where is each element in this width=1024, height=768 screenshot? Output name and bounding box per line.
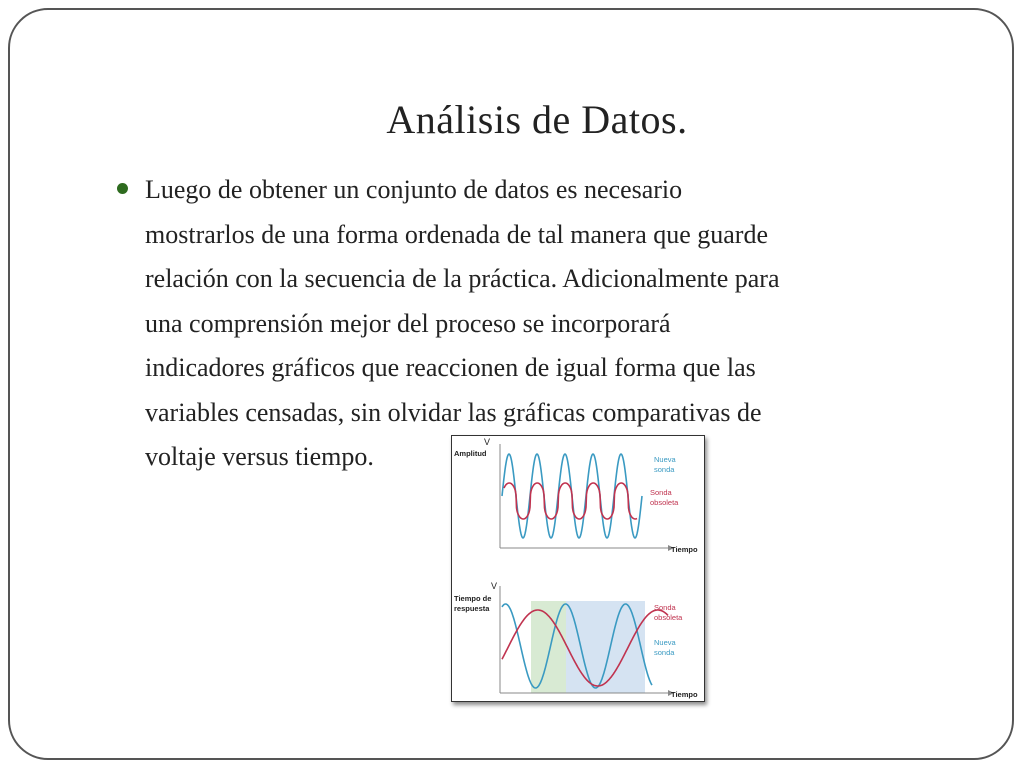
waveform-figure-svg bbox=[452, 436, 704, 701]
slide-title: Análisis de Datos. bbox=[386, 97, 688, 142]
bottom-y-axis-label-line2: respuesta bbox=[454, 604, 490, 613]
bottom-y-axis-label-line1: Tiempo de bbox=[454, 594, 492, 603]
top-y-axis-letter: V bbox=[484, 437, 491, 447]
top-legend-obsolete-line2: obsoleta bbox=[650, 498, 679, 507]
bullet-line: variables censadas, sin olvidar las gráficas comparativas de bbox=[145, 397, 762, 427]
top-x-axis-label: Tiempo bbox=[671, 545, 698, 554]
top-legend-new-line2: sonda bbox=[654, 465, 675, 474]
top-legend-obsolete-line1: Sonda bbox=[650, 488, 672, 497]
bottom-legend-obsolete-line1: Sonda bbox=[654, 603, 676, 612]
bottom-x-axis-label: Tiempo bbox=[671, 690, 698, 699]
bottom-y-axis-letter: V bbox=[491, 581, 498, 591]
bullet-icon bbox=[117, 183, 128, 194]
bottom-legend-new-line2: sonda bbox=[654, 648, 675, 657]
top-chart bbox=[454, 437, 698, 554]
bottom-chart bbox=[454, 581, 698, 699]
bottom-legend-obsolete-line2: obsoleta bbox=[654, 613, 683, 622]
bullet-line: indicadores gráficos que reaccionen de igual forma que las bbox=[145, 353, 756, 382]
bottom-legend-new-line1: Nueva bbox=[654, 638, 676, 647]
top-y-axis-label: Amplitud bbox=[454, 449, 487, 458]
bullet-line: voltaje versus tiempo. bbox=[145, 442, 374, 471]
top-legend-new-line1: Nueva bbox=[654, 455, 676, 464]
waveform-figure bbox=[451, 435, 705, 702]
bullet-line: relación con la secuencia de la práctica. Adicionalmente para bbox=[145, 264, 780, 293]
bullet-line: Luego de obtener un conjunto de datos es necesario bbox=[145, 175, 683, 204]
obsolete-probe-wave bbox=[504, 483, 637, 519]
bullet-paragraph bbox=[145, 168, 975, 480]
bullet-line: mostrarlos de una forma ordenada de tal manera que guarde bbox=[145, 219, 769, 249]
bullet-line: una comprensión mejor del proceso se incorporará bbox=[145, 308, 671, 338]
